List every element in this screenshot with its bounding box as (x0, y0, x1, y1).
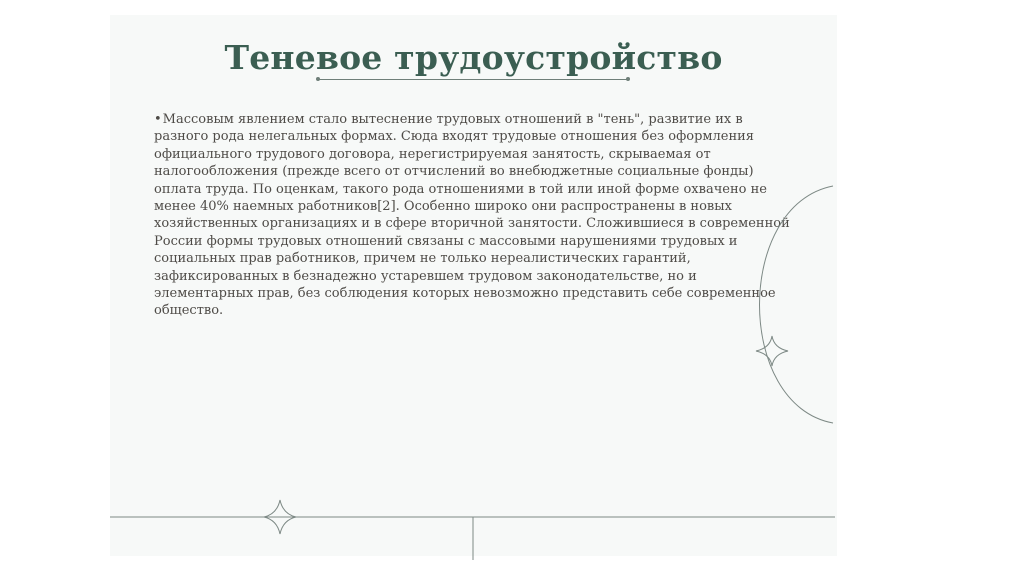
slide (110, 15, 837, 556)
bullet-mark: • (154, 112, 162, 127)
body-text: Массовым явлением стало вытеснение трудовых отношений в "тень", развитие их в разного рода нелегальных формах. Сюда входят трудовые отношения без оформления официального трудового договора, нерегистрируемая занятость, скрываемая от налогообложения (прежде всего от отчислений во внебюджетные социальные фонды) оплата труда. По оценкам, такого рода отношениями в той или иной форме охвачено не менее 40% наемных работников[2]. Особенно широко они распространены в новых хозяйственных организациях и в сфере вторичной занятости. Сложившиеся в современной России формы трудовых отношений связаны с массовыми нарушениями трудовых и социальных прав работников, причем не только нереалистических гарантий, зафиксированных в безнадежно устаревшем трудовом законодательстве, но и элементарных прав, без соблюдения которых невозможно представить себе современное общество. (154, 112, 790, 319)
body-paragraph (154, 111, 794, 320)
title-divider (318, 79, 628, 80)
slide-title: Теневое трудоустройство (224, 38, 723, 77)
